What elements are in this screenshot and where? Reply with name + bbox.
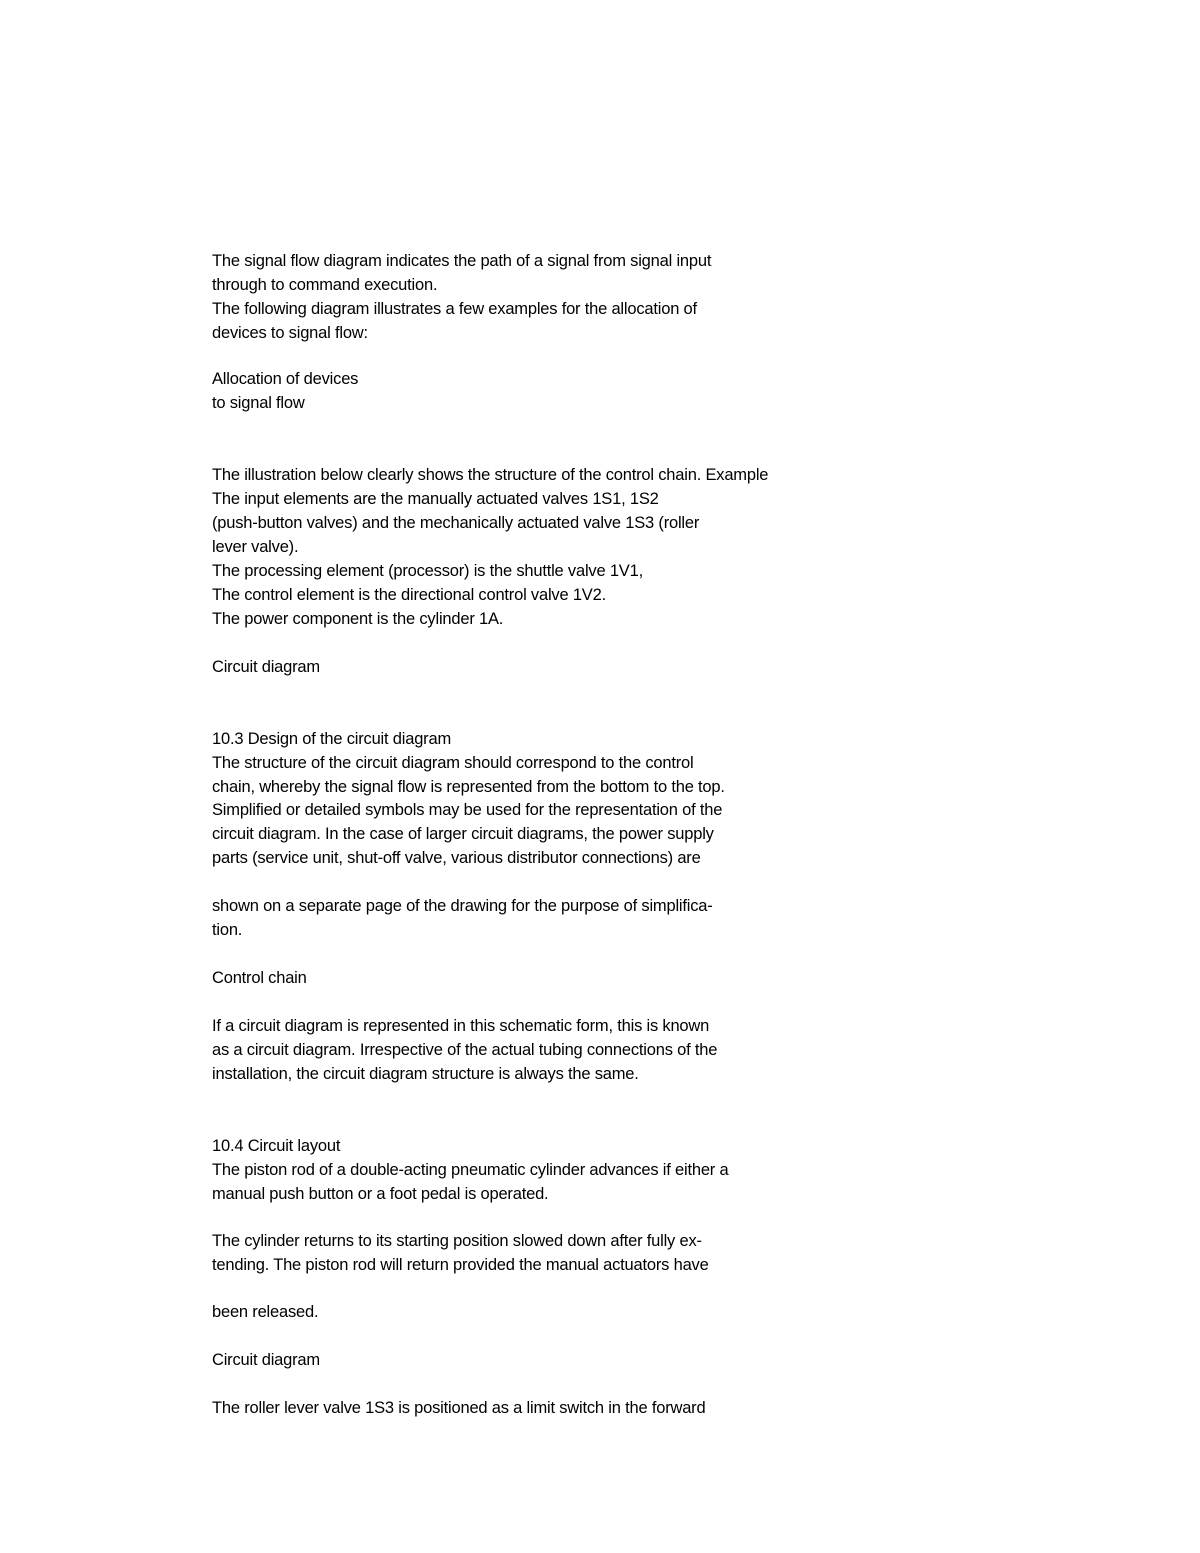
text-line: shown on a separate page of the drawing for the purpose of simplifica- [212, 897, 713, 915]
text-line: Allocation of devices [212, 370, 359, 388]
text-line: The following diagram illustrates a few examples for the allocation of [212, 300, 697, 318]
text-line: The processing element (processor) is the shuttle valve 1V1, [212, 562, 643, 580]
section-caption: Circuit diagram [212, 658, 320, 676]
section-heading: 10.4 Circuit layout [212, 1137, 341, 1155]
text-line: Simplified or detailed symbols may be used for the representation of the [212, 801, 723, 819]
text-line: The cylinder returns to its starting position slowed down after fully ex- [212, 1232, 702, 1250]
section-caption: Control chain [212, 969, 307, 987]
text-line: If a circuit diagram is represented in this schematic form, this is known [212, 1017, 710, 1035]
text-line: been released. [212, 1303, 319, 1321]
text-line: The illustration below clearly shows the structure of the control chain. Example [212, 466, 769, 484]
text-line: devices to signal flow: [212, 324, 368, 342]
text-line: The piston rod of a double-acting pneumatic cylinder advances if either a [212, 1161, 729, 1179]
text-line: circuit diagram. In the case of larger circuit diagrams, the power supply [212, 825, 714, 843]
section-caption: Circuit diagram [212, 1351, 320, 1369]
text-line: The control element is the directional control valve 1V2. [212, 586, 606, 604]
text-line: to signal flow [212, 394, 305, 412]
text-line: lever valve). [212, 538, 299, 556]
text-line: The roller lever valve 1S3 is positioned as a limit switch in the forward [212, 1399, 706, 1417]
text-line: The input elements are the manually actuated valves 1S1, 1S2 [212, 490, 659, 508]
text-line: tending. The piston rod will return provided the manual actuators have [212, 1256, 709, 1274]
text-line: chain, whereby the signal flow is represented from the bottom to the top. [212, 778, 725, 796]
text-line: through to command execution. [212, 276, 438, 294]
text-line: installation, the circuit diagram structure is always the same. [212, 1065, 639, 1083]
text-line: manual push button or a foot pedal is operated. [212, 1185, 549, 1203]
text-line: as a circuit diagram. Irrespective of the actual tubing connections of the [212, 1041, 718, 1059]
text-line: (push-button valves) and the mechanically actuated valve 1S3 (roller [212, 514, 700, 532]
text-line: The signal flow diagram indicates the path of a signal from signal input [212, 252, 712, 270]
text-line: parts (service unit, shut-off valve, various distributor connections) are [212, 849, 701, 867]
section-heading: 10.3 Design of the circuit diagram [212, 730, 451, 748]
text-line: tion. [212, 921, 243, 939]
text-line: The power component is the cylinder 1A. [212, 610, 504, 628]
text-line: The structure of the circuit diagram should correspond to the control [212, 754, 694, 772]
